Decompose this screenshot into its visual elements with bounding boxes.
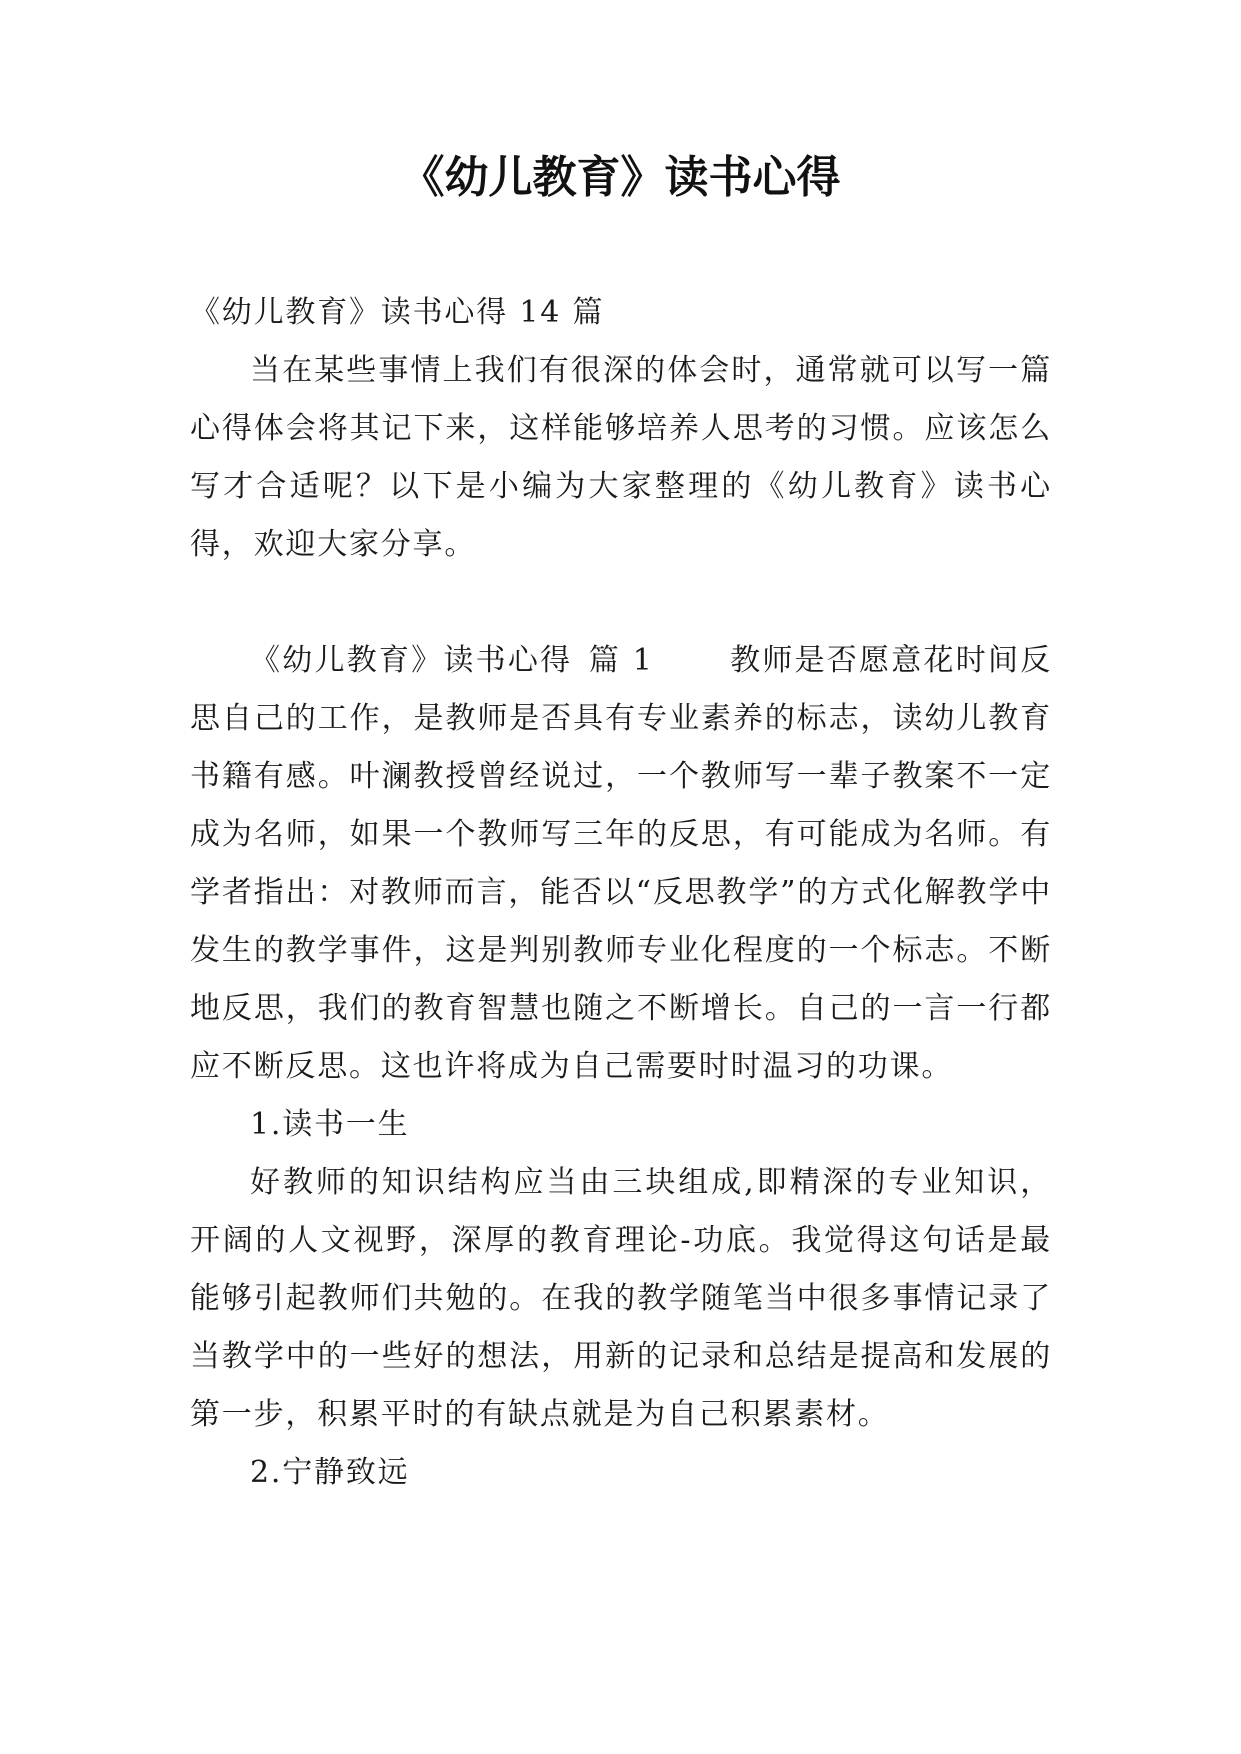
intro-paragraph: 当在某些事情上我们有很深的体会时，通常就可以写一篇心得体会将其记下来，这样能够培养人思考的习惯。应该怎么写才合适呢？以下是小编为大家整理的《幼儿教育》读书心得，欢迎大家分享。 bbox=[190, 353, 1052, 562]
item-1-heading: 1.读书一生 bbox=[250, 1107, 410, 1142]
document-subtitle: 《幼儿教育》读书心得 14 篇 bbox=[190, 295, 605, 330]
item-2-heading: 2.宁静致远 bbox=[250, 1455, 410, 1490]
paragraph-spacer bbox=[190, 574, 1052, 632]
document-body bbox=[190, 284, 1052, 1502]
section-1-text: 教师是否愿意花时间反思自己的工作，是教师是否具有专业素养的标志，读幼儿教育书籍有感。叶澜教授曾经说过，一个教师写一辈子教案不一定成为名师，如果一个教师写三年的反思，有可能成为名师。有学者指出：对教师而言，能否以“反思教学”的方式化解教学中发生的教学事件，这是判别教师专业化程度的一个标志。不断地反思，我们的教育智慧也随之不断增长。自己的一言一行都应不断反思。这也许将成为自己需要时时温习的功课。 bbox=[190, 643, 1053, 1084]
item-1-paragraph: 好教师的知识结构应当由三块组成,即精深的专业知识，开阔的人文视野，深厚的教育理论-功底。我觉得这句话是最能够引起教师们共勉的。在我的教学随笔当中很多事情记录了当教学中的一些好的想法，用新的记录和总结是提高和发展的第一步，积累平时的有缺点就是为自己积累素材。 bbox=[190, 1165, 1052, 1432]
document-title: 《幼儿教育》读书心得 bbox=[400, 152, 841, 203]
section-1-paragraph bbox=[190, 632, 1052, 1096]
section-1-heading: 《幼儿教育》读书心得 bbox=[250, 643, 573, 678]
section-1-number: 篇 1 bbox=[588, 643, 654, 678]
